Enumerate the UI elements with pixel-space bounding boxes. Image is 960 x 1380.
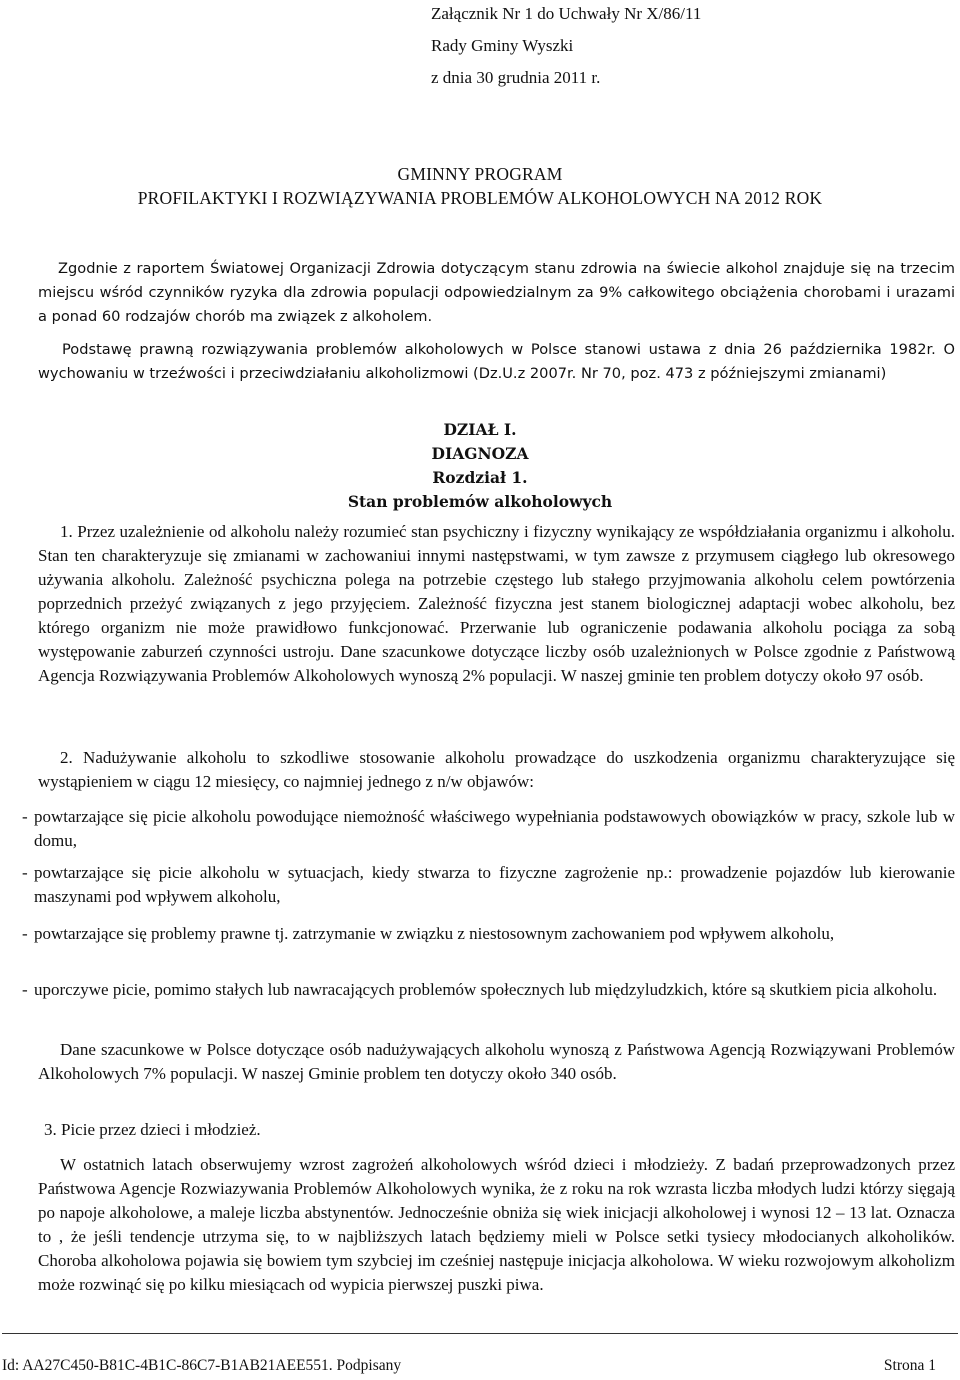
section-diagnoza-heading: DIAGNOZA [431,444,529,463]
bullet-dash: - [22,863,28,882]
list-item [22,978,955,1002]
list-item [22,805,955,853]
list-item-text: powtarzające się picie alkoholu w sytuacjach, kiedy stwarza to fizyczne zagrożenie np.: prowadzenie pojazdów lub kierowanie maszynami pod wpływem alkoholu, [34,863,955,906]
header-date-line: z dnia 30 grudnia 2011 r. [431,68,601,87]
document-title-line2: PROFILAKTYKI I ROZWIĄZYWANIA PROBLEMÓW ALKOHOLOWYCH NA 2012 ROK [137,188,823,208]
header-council-line: Rady Gminy Wyszki [431,36,574,55]
chapter-heading: Rozdział 1. [432,468,528,487]
document-title-line1: GMINNY PROGRAM [397,164,563,184]
footer-document-id: Id: AA27C450-B81C-4B1C-86C7-B1AB21AEE551. Podpisany [2,1357,402,1374]
youth-paragraph: W ostatnich latach obserwujemy wzrost zagrożeń alkoholowych wśród dzieci i młodzieży. Z badań przeprowadzonych przez Państwowa Agencje Rozwiazywania Problemów Alkoholowych wynika, że z roku na rok wzrasta liczba młodych ludzi którzy sięgają po napoje alkoholowe, a maleje liczba abstynentów. Jednocześnie obniża się wiek inicjacji alkoholowej i wynosi 12 – 13 lat. Oznacza to , że jeśli tendencje utrzyma się, to w najbliższych latach będziemy mieli w Polsce setki tysiecy młodocianych alkoholików. Choroba alkoholowa pojawia się bowiem tym szybciej im cześniej następuje inicjacja alkoholowa. W wieku rozwojowym alkoholizm może rozwinąć się po kilku miesiącach od wypicia pierwszej puszki piwa. [38,1155,955,1294]
section-dzial-heading: DZIAŁ I. [443,420,517,439]
bullet-dash: - [22,924,28,943]
estimate-paragraph: Dane szacunkowe w Polsce dotyczące osób nadużywających alkoholu wynoszą z Państwowa Agencją Rozwiązywani Problemów Alkoholowych 7% populacji. W naszej Gminie problem ten dotyczy około 340 osób. [38,1040,955,1083]
bullet-dash: - [22,807,28,826]
list-item-text: powtarzające się picie alkoholu powodujące niemożność właściwego wypełniania podstawowych obowiązków w pracy, szkole lub w domu, [34,807,955,850]
point-1-paragraph: 1. Przez uzależnienie od alkoholu należy rozumieć stan psychiczny i fizyczny wynikający ze współdziałania organizmu i alkoholu. Stan ten charakteryzuje się zmianami w zachowaniui innymi następstwami, w tym zawsze z przymusem ciągłego lub okresowego używania alkoholu. Zależność psychiczna polega na potrzebie częstego lub stałego przyjmowania alkoholu celem powtórzenia poprzednich przeżyć związanych z jego przyjęciem. Zależność fizyczna jest stanem biologicznej adaptacji wobec alkoholu, bez którego organizm nie może prawidłowo funkcjonować. Przerwanie lub ograniczenie podawania alkoholu pociąga za sobą występowanie zaburzeń czynności ustroju. Dane szacunkowe dotyczące liczby osób uzależnionych w Polsce zgodnie z Państwową Agencja Rozwiązywania Problemów Alkoholowych wynoszą 2% populacji. W naszej gminie ten problem dotyczy około 97 osób. [38,522,955,685]
intro-paragraph-2: Podstawę prawną rozwiązywania problemów alkoholowych w Polsce stanowi ustawa z dnia 26 października 1982r. O wychowaniu w trzeźwości i przeciwdziałaniu alkoholizmowi (Dz.U.z 2007r. Nr 70, poz. 473 z późniejszymi zmianami) [38,341,955,382]
bullet-dash: - [22,980,28,999]
list-item-text: uporczywe picie, pomimo stałych lub nawracających problemów społecznych lub międzyludzkich, które są skutkiem picia alkoholu. [34,980,938,999]
point-2-paragraph: 2. Nadużywanie alkoholu to szkodliwe stosowanie alkoholu prowadzące do uszkodzenia organizmu charakteryzujące się wystąpieniem w ciągu 12 miesięcy, co najmniej jednego z n/w objawów: [38,748,955,791]
list-item [22,922,955,946]
header-attachment-line: Załącznik Nr 1 do Uchwały Nr X/86/11 [431,4,702,23]
chapter-title: Stan problemów alkoholowych [347,492,613,511]
footer-divider [2,1333,958,1334]
list-item [22,861,955,909]
intro-paragraph-1: Zgodnie z raportem Światowej Organizacji Zdrowia dotyczącym stanu zdrowia na świecie alkohol znajduje się na trzecim miejscu wśród czynników ryzyka dla zdrowia populacji odpowiedzialnym za 9% całkowitego obciążenia chorobami i urazami a ponad 60 rodzajów chorób ma związek z alkoholem. [38,260,955,325]
point-3-heading: 3. Picie przez dzieci i młodzież. [44,1120,261,1139]
list-item-text: powtarzające się problemy prawne tj. zatrzymanie w związku z niestosownym zachowaniem pod wpływem alkoholu, [34,924,835,943]
footer-page-number: Strona 1 [883,1357,936,1374]
